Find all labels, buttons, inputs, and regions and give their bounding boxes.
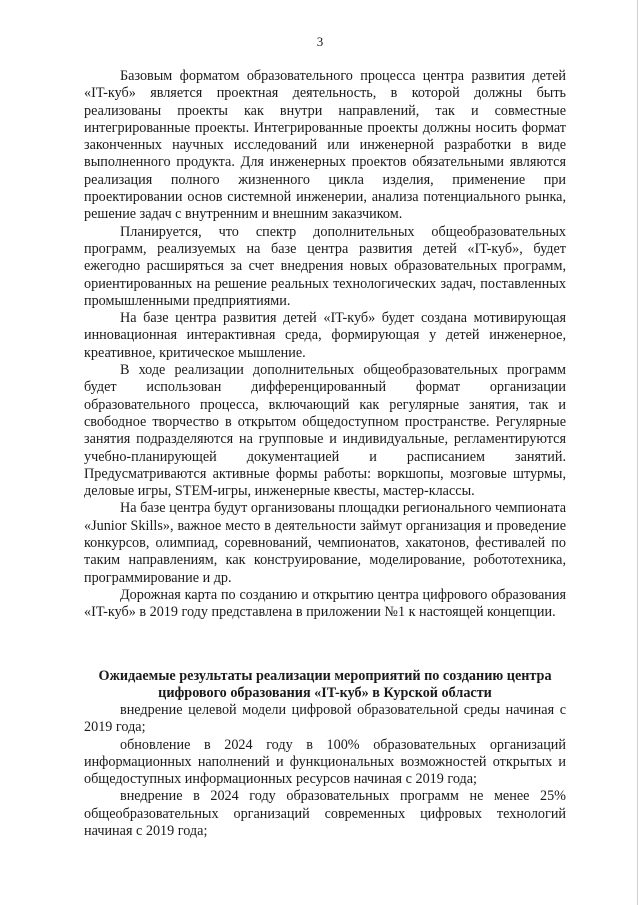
paragraph: На базе центра будут организованы площадки регионального чемпионата «Junior Skills», важное место в деятельности займут организация и проведение конкурсов, олимпиад, соревнований, чемпионатов, хакатонов, фестивалей по таким направлениям, как конструирование, моделирование, робототехника, программирование и др.: [84, 500, 566, 586]
paragraph: В ходе реализации дополнительных общеобразовательных программ будет использован дифференцированный формат организации образовательного процесса, включающий как регулярные занятия, так и свободное творчество в открытом общедоступном пространстве. Регулярные занятия подразделяются на групповые и индивидуальные, регламентируются учебно-планирующей документацией и расписанием занятий. Предусматриваются активные формы работы: воркшопы, мозговые штурмы, деловые игры, STEM-игры, инженерные квесты, мастер-классы.: [84, 362, 566, 500]
paragraph: Дорожная карта по созданию и открытию центра цифрового образования «IT-куб» в 2019 году представлена в приложении №1 к настоящей концепции.: [84, 586, 566, 621]
result-item: обновление в 2024 году в 100% образовательных организаций информационных наполнений и функциональных возможностей открытых и общедоступных информационных ресурсов начиная с 2019 года;: [84, 736, 566, 788]
scan-edge-line: [637, 0, 638, 905]
result-item: внедрение в 2024 году образовательных программ не менее 25% общеобразовательных организаций современных цифровых технологий начиная с 2019 года;: [84, 788, 566, 840]
result-item: внедрение целевой модели цифровой образовательной среды начиная с 2019 года;: [84, 702, 566, 736]
section-heading: Ожидаемые результаты реализации мероприятий по созданию центра цифрового образования «IT-куб» в Курской области: [98, 668, 552, 702]
results-list: [84, 702, 566, 840]
page-number: 3: [316, 34, 324, 49]
paragraph: На базе центра развития детей «IT-куб» будет создана мотивирующая инновационная интерактивная среда, формирующая у детей инженерное, креативное, критическое мышление.: [84, 310, 566, 361]
paragraph: Базовым форматом образовательного процесса центра развития детей «IT-куб» является проектная деятельность, в которой должны быть реализованы проекты как внутри направлений, так и совместные интегрированные проекты. Интегрированные проекты должны носить формат законченных научных исследований или инженерной разработки в виде выполненного продукта. Для инженерных проектов обязательными являются реализация полного жизненного цикла изделия, применение при проектировании основ системной инженерии, анализа потенциального рынка, решение задач с внутренним и внешним заказчиком.: [84, 68, 566, 223]
paragraph: Планируется, что спектр дополнительных общеобразовательных программ, реализуемых на базе центра развития детей «IT-куб», будет ежегодно расширяться за счет внедрения новых образовательных программ, ориентированных на решение реальных технологических задач, поставленных промышленными предприятиями.: [84, 223, 566, 309]
body-text: [84, 68, 566, 622]
